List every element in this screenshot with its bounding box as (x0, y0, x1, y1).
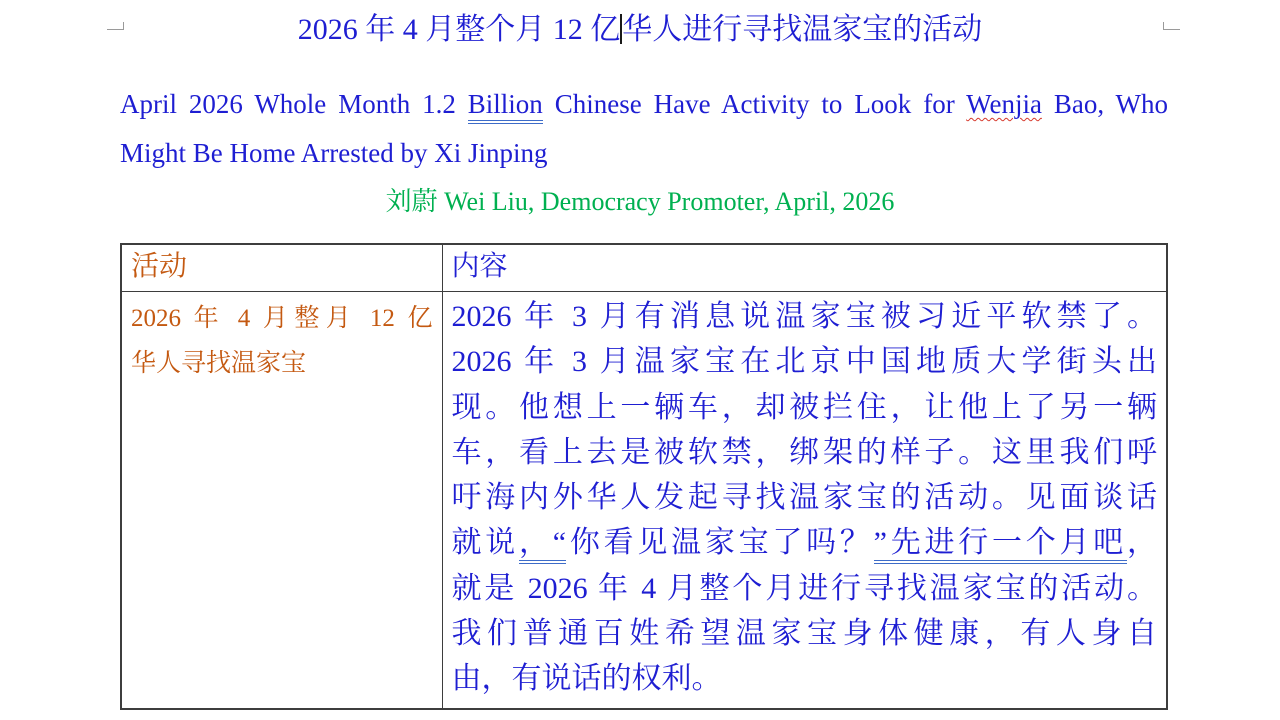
margin-cropmark-top-right (1163, 22, 1180, 30)
grammar-marked-text: Billion (468, 89, 543, 124)
text-segment: ， (1127, 526, 1157, 560)
text-line (131, 296, 433, 341)
content-cell[interactable] (442, 292, 1167, 709)
text-line (452, 520, 1158, 565)
english-subtitle-paragraph[interactable] (120, 80, 1168, 178)
document-title[interactable] (0, 10, 1280, 50)
text-segment: Bao, Who (1041, 89, 1168, 119)
text-line (120, 80, 1168, 129)
text-line (131, 341, 433, 386)
title-text-after-caret: 华人进行寻找温家宝的活动 (622, 13, 983, 46)
grammar-marked-text: ”先进行一个月吧 (874, 526, 1127, 564)
document-page (0, 10, 1280, 720)
text-line (452, 294, 1158, 339)
text-segment: 华人寻找温家宝 (131, 350, 307, 377)
table-header-row (121, 244, 1167, 292)
text-line (452, 339, 1158, 384)
header-cell-content[interactable]: 内容 (442, 244, 1167, 292)
text-line (452, 566, 1158, 611)
text-segment: 你看见温家宝了吗？ (566, 526, 874, 560)
author-byline[interactable]: 刘蔚 Wei Liu, Democracy Promoter, April, 2026 (385, 187, 895, 216)
text-segment: 由，有说话的权利。 (451, 662, 722, 696)
activity-table (120, 243, 1168, 710)
text-segment: 我们普通百姓希望温家宝身体健康，有人身自 (451, 617, 1157, 651)
text-segment: 吁海内外华人发起寻找温家宝的活动。见面谈话 (451, 481, 1157, 515)
text-line (120, 129, 1168, 178)
text-line (452, 611, 1158, 656)
text-segment: 2026 年 3 月温家宝在北京中国地质大学街头出 (451, 345, 1157, 379)
text-segment: 就是 2026 年 4 月整个月进行寻找温家宝的活动。 (451, 571, 1157, 605)
text-segment: 2026 年 4 月整月 12 亿 (131, 305, 433, 332)
header-cell-activity[interactable]: 活动 (121, 244, 442, 292)
text-segment: 2026 年 3 月有消息说温家宝被习近平软禁了。 (451, 300, 1157, 333)
text-line (452, 430, 1158, 475)
text-line (452, 656, 1158, 701)
title-text-before-caret: 2026 年 4 月整个月 12 亿 (297, 13, 621, 46)
text-line (452, 385, 1158, 430)
activity-cell[interactable] (121, 292, 442, 709)
grammar-marked-text: ，“ (519, 526, 566, 564)
text-segment: 就说 (451, 526, 520, 560)
text-line (452, 475, 1158, 520)
text-segment: April 2026 Whole Month 1.2 (120, 89, 468, 119)
spellcheck-marked-text: Wenjia (966, 89, 1042, 119)
text-segment: 现。他想上一辆车，却被拦住，让他上了另一辆 (451, 390, 1157, 424)
table-row (121, 292, 1167, 709)
text-segment: Might Be Home Arrested by Xi Jinping (120, 138, 548, 168)
margin-cropmark-top-left (107, 22, 124, 30)
text-segment: 车，看上去是被软禁，绑架的样子。这里我们呼 (451, 435, 1157, 469)
text-segment: Chinese Have Activity to Look for (542, 89, 967, 119)
